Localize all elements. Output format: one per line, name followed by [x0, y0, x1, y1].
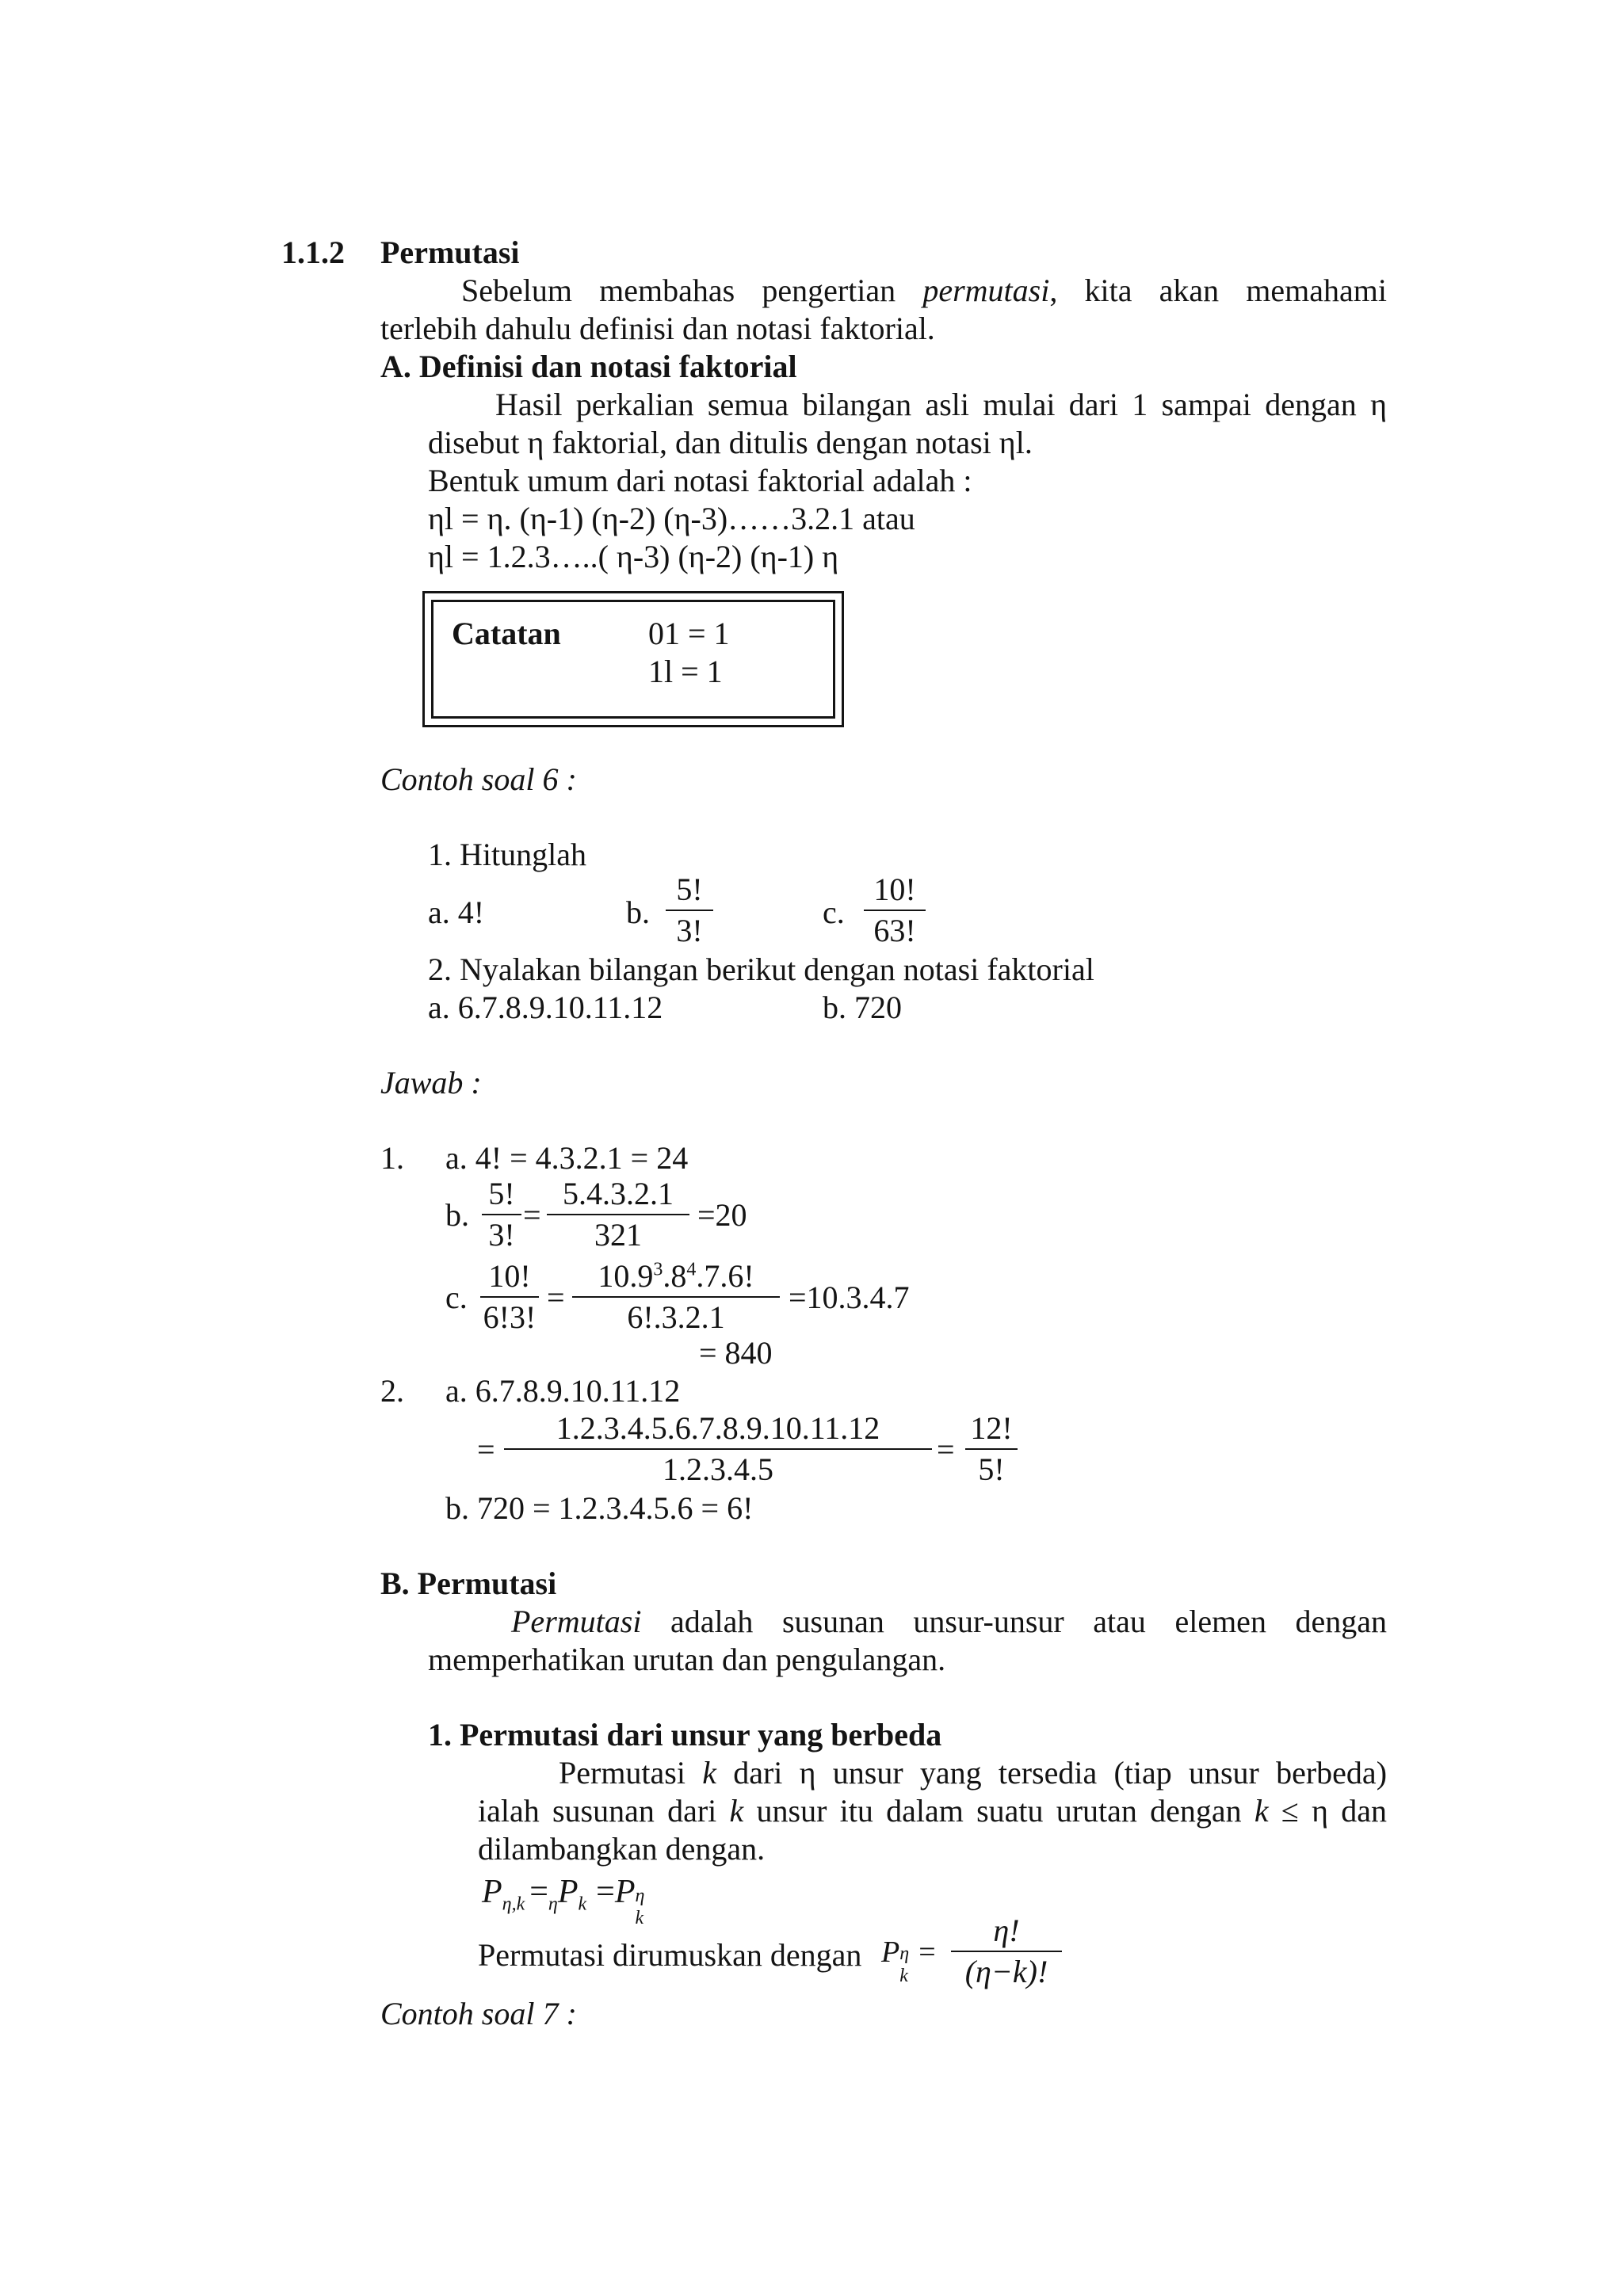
- fraction-bar: [572, 1296, 780, 1298]
- example-6-heading: Contoh soal 6 :: [380, 761, 577, 797]
- fraction-bar: [547, 1214, 689, 1215]
- permutation-formula-label: Permutasi dirumuskan dengan: [478, 1937, 862, 1973]
- example-6-q2b: b. 720: [823, 990, 902, 1025]
- answer-1c-label: c.: [445, 1280, 468, 1315]
- text-part: ialah susunan dari: [478, 1793, 717, 1829]
- equals-sign: =: [918, 1936, 936, 1969]
- fraction-bar: [480, 1296, 539, 1298]
- part-b-line-2: memperhatikan urutan dan pengulangan.: [428, 1642, 946, 1677]
- part-b-italic-term: Permutasi: [511, 1604, 642, 1639]
- part-b-line-1-rest: adalah susunan unsur-unsur atau elemen dengan: [670, 1604, 1388, 1639]
- factorial-formula-2: ηl = 1.2.3…..( η-3) (η-2) (η-1) η: [428, 539, 839, 574]
- fraction-bar: [864, 910, 926, 911]
- answer-1b-equals: =: [523, 1197, 541, 1233]
- permutation-notation: $P_{\eta,k} =_\eta P_k =P$ η k: [482, 1874, 645, 1928]
- text-part: Permutasi: [559, 1755, 685, 1791]
- fraction-denominator: 3!: [676, 913, 703, 948]
- example-6-q1b-fraction: [666, 871, 713, 949]
- part-a-general-form: Bentuk umum dari notasi faktorial adalah :: [428, 463, 972, 498]
- answer-2b: b. 720 = 1.2.3.4.5.6 = 6!: [445, 1490, 754, 1526]
- text-part: ≤ η dan: [1281, 1793, 1387, 1829]
- fraction-bar: [482, 1214, 521, 1215]
- symbol-p: P: [557, 1874, 579, 1910]
- note-label: Catatan: [452, 616, 561, 651]
- fraction-bar: [951, 1951, 1062, 1952]
- equals-sign: =: [596, 1874, 615, 1910]
- prefix-n: η: [548, 1894, 558, 1915]
- fraction-numerator: η!: [993, 1913, 1020, 1948]
- variable-k: k: [729, 1793, 744, 1829]
- fraction-bar: [666, 910, 713, 911]
- numerator-part-a: 10.9: [598, 1258, 654, 1294]
- formula-lhs: P η k =: [881, 1936, 936, 1986]
- fraction-denominator: 6!3!: [483, 1299, 537, 1335]
- text-part: dari η unsur yang tersedia (tiap unsur berbeda): [733, 1755, 1388, 1791]
- fraction-denominator: 6!.3.2.1: [627, 1299, 725, 1335]
- symbol-p: P: [614, 1874, 636, 1910]
- example-6-question-1: 1. Hitunglah: [428, 837, 586, 872]
- factorial-formula-1: ηl = η. (η-1) (η-2) (η-3)……3.2.1 atau: [428, 501, 915, 536]
- fraction-numerator: 5.4.3.2.1: [563, 1176, 674, 1211]
- variable-k: k: [702, 1755, 716, 1791]
- part-a-para-line-1: Hasil perkalian semua bilangan asli mulai dari 1 sampai dengan η: [495, 387, 1387, 422]
- fraction-denominator: 1.2.3.4.5: [663, 1451, 773, 1487]
- fraction-numerator: [572, 1258, 780, 1295]
- answer-1b-label: b.: [445, 1197, 469, 1233]
- fraction-denominator: 5!: [978, 1451, 1005, 1487]
- part-a-para-line-2: disebut η faktorial, dan ditulis dengan notasi ηl.: [428, 425, 1033, 460]
- part-b-title: B. Permutasi: [380, 1566, 557, 1601]
- fraction-bar: [965, 1448, 1018, 1450]
- strike-note-3: 3: [653, 1259, 663, 1280]
- subsection-1-line-2: [478, 1792, 1387, 1830]
- subsection-1-line-3: dilambangkan dengan.: [478, 1831, 766, 1867]
- answer-2a: a. 6.7.8.9.10.11.12: [445, 1373, 681, 1409]
- example-6-q2a: a. 6.7.8.9.10.11.12: [428, 990, 663, 1025]
- fraction-numerator: 1.2.3.4.5.6.7.8.9.10.11.12: [556, 1410, 880, 1446]
- answer-heading: Jawab :: [380, 1065, 482, 1100]
- answer-1a: a. 4! = 4.3.2.1 = 24: [445, 1140, 689, 1176]
- part-a-title: A. Definisi dan notasi faktorial: [380, 349, 797, 384]
- answer-1c-equals: =: [547, 1280, 565, 1315]
- equals-sign: =: [529, 1874, 548, 1910]
- intro-text-end: , kita akan memahami: [1049, 273, 1388, 308]
- subscript-k: k: [578, 1894, 587, 1915]
- answer-1c-result: =10.3.4.7: [789, 1280, 910, 1315]
- fraction-denominator: 321: [594, 1217, 642, 1253]
- fraction-numerator: 10!: [488, 1258, 531, 1294]
- symbol-p: P: [881, 1936, 900, 1969]
- answer-2a-fraction-1: [504, 1410, 932, 1488]
- subscript-n-k: η,k: [502, 1894, 525, 1915]
- symbol-p: P: [482, 1874, 502, 1910]
- example-6-q1a: a. 4!: [428, 894, 485, 930]
- fraction-denominator: 3!: [488, 1217, 515, 1253]
- answer-1c-result-2: = 840: [699, 1335, 773, 1371]
- answer-number-2: 2.: [380, 1373, 404, 1409]
- numerator-part-b: .8: [663, 1258, 687, 1294]
- example-6-question-2: 2. Nyalakan bilangan berikut dengan notasi faktorial: [428, 952, 1094, 987]
- fraction-numerator: 10!: [873, 871, 916, 907]
- answer-1b-result: =20: [697, 1197, 747, 1233]
- fraction-bar: [504, 1448, 932, 1450]
- intro-line-1: [461, 272, 1387, 310]
- intro-line-2: terlebih dahulu definisi dan notasi faktorial.: [380, 311, 935, 346]
- section-number: 1.1.2: [281, 235, 345, 270]
- answer-2a-equals: =: [477, 1432, 495, 1467]
- answer-number-1: 1.: [380, 1140, 404, 1176]
- part-b-line-1: [511, 1603, 1387, 1641]
- fraction-numerator: 5!: [676, 871, 703, 907]
- answer-1b-fraction-2: [547, 1176, 689, 1253]
- example-6-q1c-label: c.: [823, 894, 845, 930]
- example-6-q1b-label: b.: [626, 894, 650, 930]
- numerator-part-c: .7.6!: [696, 1258, 754, 1294]
- answer-1c-fraction-2: [572, 1258, 780, 1336]
- fraction-denominator: 63!: [873, 913, 916, 948]
- strike-note-4: 4: [686, 1259, 697, 1280]
- section-title: Permutasi: [380, 235, 520, 270]
- fraction-numerator: 5!: [488, 1176, 515, 1211]
- answer-2a-fraction-2: [965, 1410, 1018, 1488]
- answer-1b-fraction-1: [482, 1176, 521, 1253]
- example-6-q1c-fraction: [864, 871, 926, 949]
- variable-k: k: [1254, 1793, 1269, 1829]
- intro-text-start: Sebelum membahas pengertian: [461, 273, 896, 308]
- permutation-formula-fraction: [951, 1913, 1062, 1990]
- answer-1c-fraction-1: [480, 1258, 539, 1336]
- fraction-numerator: 12!: [970, 1410, 1013, 1446]
- note-line-2: 1l = 1: [648, 654, 723, 689]
- note-box: [422, 591, 844, 727]
- fraction-denominator: (η−k)!: [964, 1954, 1048, 1989]
- answer-2a-equals-2: =: [937, 1432, 955, 1467]
- subsection-1-line-1: [559, 1754, 1387, 1792]
- example-7-heading: Contoh soal 7 :: [380, 1996, 577, 2031]
- intro-italic-term: permutasi: [922, 273, 1050, 308]
- note-line-1: 01 = 1: [648, 616, 730, 651]
- subsection-1-title: 1. Permutasi dari unsur yang berbeda: [428, 1717, 942, 1753]
- text-part: unsur itu dalam suatu urutan dengan: [756, 1793, 1242, 1829]
